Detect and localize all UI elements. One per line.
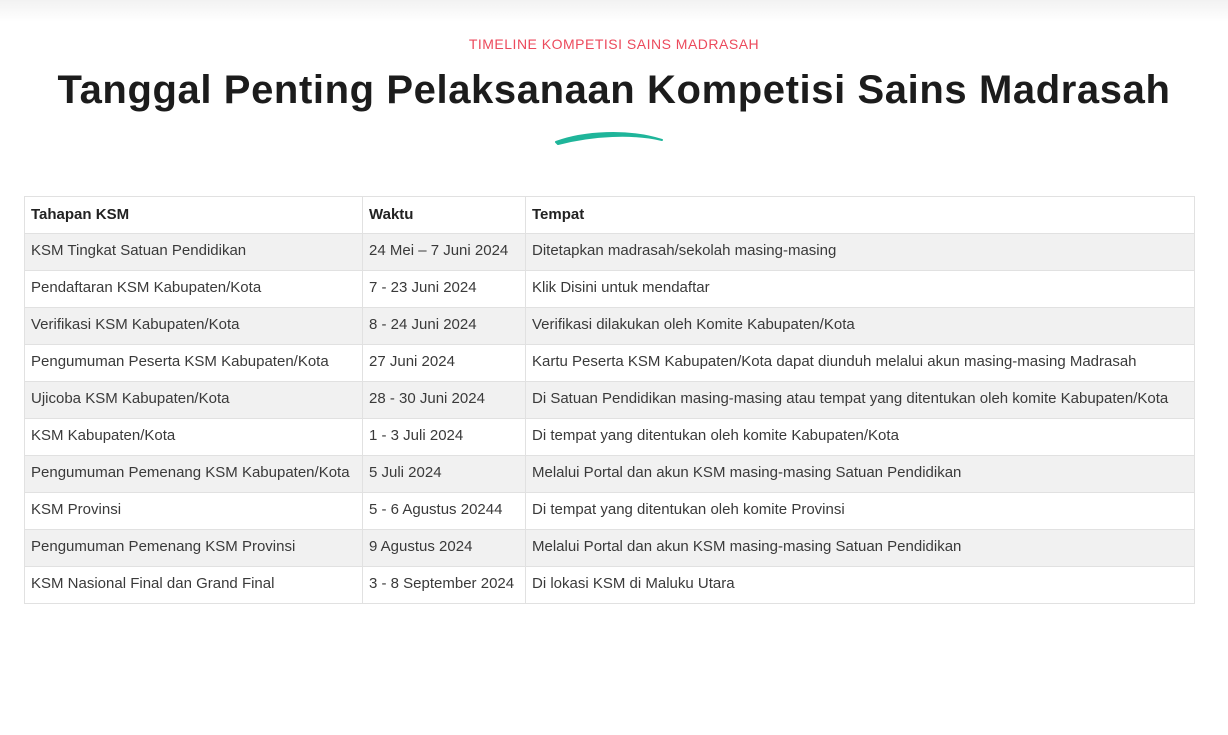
place-cell: Melalui Portal dan akun KSM masing-masing Satuan Pendidikan: [526, 530, 1195, 567]
table-row: [25, 493, 1195, 530]
date-cell: 8 - 24 Juni 2024: [363, 308, 526, 345]
header-shadow: [0, 0, 1228, 22]
column-header-waktu: Waktu: [363, 197, 526, 234]
date-cell: 1 - 3 Juli 2024: [363, 419, 526, 456]
place-cell: Kartu Peserta KSM Kabupaten/Kota dapat diunduh melalui akun masing-masing Madrasah: [526, 345, 1195, 382]
stage-cell: KSM Tingkat Satuan Pendidikan: [25, 234, 363, 271]
stage-cell: Pendaftaran KSM Kabupaten/Kota: [25, 271, 363, 308]
table-row: [25, 530, 1195, 567]
table-row: [25, 271, 1195, 308]
page-title: Tanggal Penting Pelaksanaan Kompetisi Sains Madrasah: [57, 68, 1171, 112]
table-row: [25, 234, 1195, 271]
date-cell: 5 - 6 Agustus 20244: [363, 493, 526, 530]
date-cell: 28 - 30 Juni 2024: [363, 382, 526, 419]
table-row: [25, 419, 1195, 456]
table-row: [25, 308, 1195, 345]
place-cell: Verifikasi dilakukan oleh Komite Kabupaten/Kota: [526, 308, 1195, 345]
table-row: [25, 382, 1195, 419]
section-eyebrow: TIMELINE KOMPETISI SAINS MADRASAH: [468, 36, 760, 52]
date-cell: 9 Agustus 2024: [363, 530, 526, 567]
timeline-table: [24, 196, 1195, 604]
place-cell: Di tempat yang ditentukan oleh komite Kabupaten/Kota: [526, 419, 1195, 456]
stage-cell: KSM Provinsi: [25, 493, 363, 530]
table-header-row: [25, 197, 1195, 234]
stage-cell: Pengumuman Pemenang KSM Kabupaten/Kota: [25, 456, 363, 493]
column-header-tempat: Tempat: [526, 197, 1195, 234]
column-header-tahapan: Tahapan KSM: [25, 197, 363, 234]
decorative-swoosh: [553, 127, 665, 147]
date-cell: 24 Mei – 7 Juni 2024: [363, 234, 526, 271]
date-cell: 5 Juli 2024: [363, 456, 526, 493]
date-cell: 7 - 23 Juni 2024: [363, 271, 526, 308]
table-row: [25, 456, 1195, 493]
stage-cell: KSM Nasional Final dan Grand Final: [25, 567, 363, 604]
stage-cell: Pengumuman Pemenang KSM Provinsi: [25, 530, 363, 567]
date-cell: 27 Juni 2024: [363, 345, 526, 382]
table-row: [25, 345, 1195, 382]
table-row: [25, 567, 1195, 604]
place-cell: Di lokasi KSM di Maluku Utara: [526, 567, 1195, 604]
stage-cell: Pengumuman Peserta KSM Kabupaten/Kota: [25, 345, 363, 382]
stage-cell: Verifikasi KSM Kabupaten/Kota: [25, 308, 363, 345]
place-cell: Melalui Portal dan akun KSM masing-masing Satuan Pendidikan: [526, 456, 1195, 493]
place-cell: Ditetapkan madrasah/sekolah masing-masing: [526, 234, 1195, 271]
stage-cell: Ujicoba KSM Kabupaten/Kota: [25, 382, 363, 419]
place-cell: Di Satuan Pendidikan masing-masing atau tempat yang ditentukan oleh komite Kabupaten/Kota: [526, 382, 1195, 419]
stage-cell: KSM Kabupaten/Kota: [25, 419, 363, 456]
place-cell[interactable]: Klik Disini untuk mendaftar: [526, 271, 1195, 308]
date-cell: 3 - 8 September 2024: [363, 567, 526, 604]
place-cell: Di tempat yang ditentukan oleh komite Provinsi: [526, 493, 1195, 530]
